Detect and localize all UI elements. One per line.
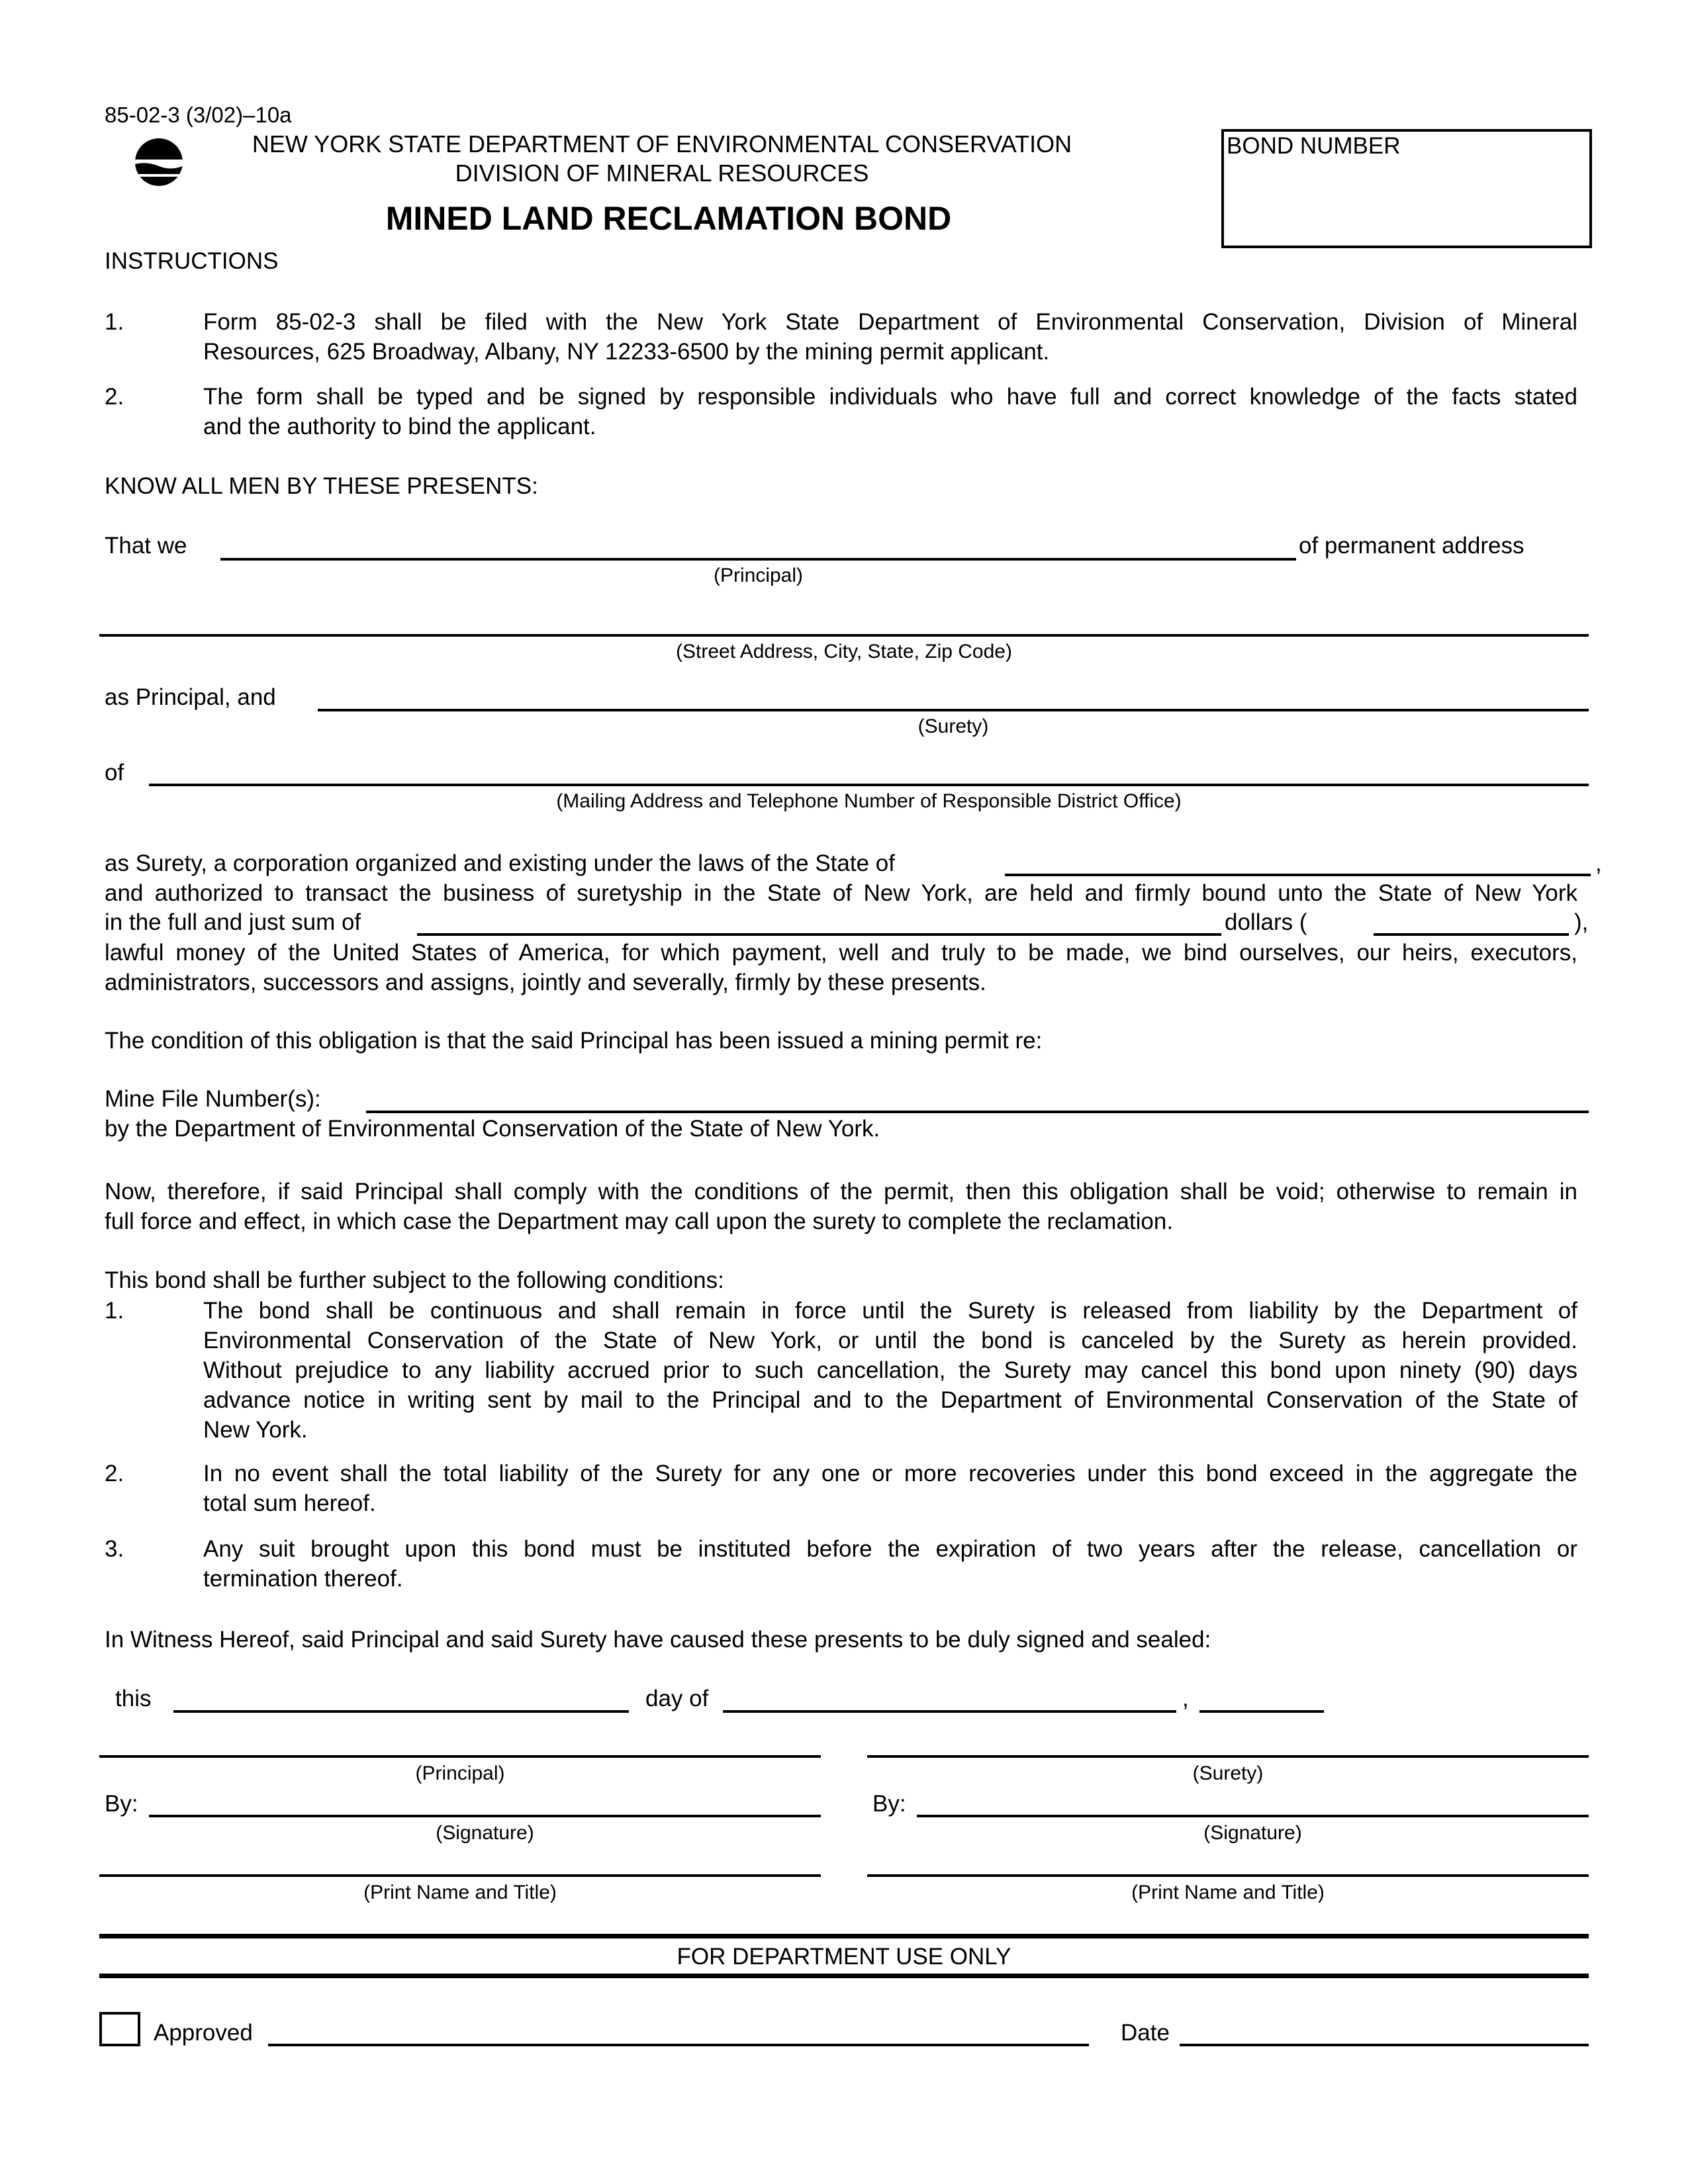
principal-signature-field[interactable] — [149, 1815, 821, 1817]
now-therefore — [105, 1177, 1577, 1236]
surety-para-line-4: lawful money of the United States of America, for which payment, well and truly to be made, we bind ourselves, our heirs, executors, — [105, 940, 1577, 966]
witness-text: In Witness Hereof, said Principal and said Surety have caused these presents to be duly signed and sealed: — [105, 1627, 1211, 1653]
surety-print-name-caption: (Print Name and Title) — [1131, 1882, 1325, 1903]
condition-1-line: Without prejudice to any liability accrued prior to such cancellation, the Surety may cancel this bond upon ninety (90) days — [203, 1357, 1577, 1383]
dollars-close: ), — [1574, 909, 1589, 935]
street-address-field[interactable] — [99, 634, 1589, 637]
surety-para-line-2-wrap — [105, 878, 1577, 908]
instruction-1-line-2: Resources, 625 Broadway, Albany, NY 12233-6500 by the mining permit applicant. — [203, 339, 1050, 365]
permanent-address-label: of permanent address — [1299, 533, 1524, 559]
condition-2-line: total sum hereof. — [203, 1490, 376, 1516]
principal-caption: (Principal) — [713, 565, 804, 586]
surety-party-field[interactable] — [867, 1755, 1589, 1758]
mailing-address-caption: (Mailing Address and Telephone Number of Responsible District Office) — [556, 790, 1182, 812]
surety-para-tail — [105, 938, 1577, 997]
now-therefore-line-2: full force and effect, in which case the Department may call upon the surety to complete the reclamation. — [105, 1208, 1174, 1234]
month-field[interactable] — [723, 1710, 1176, 1713]
condition-3-line: termination thereof. — [203, 1566, 403, 1592]
mine-file-label: Mine File Number(s): — [105, 1086, 321, 1112]
now-therefore-line-1: Now, therefore, if said Principal shall comply with the conditions of the permit, then this obligation shall be void; otherwise to remain in — [105, 1179, 1577, 1205]
principal-party-caption: (Principal) — [415, 1762, 505, 1784]
street-address-caption: (Street Address, City, State, Zip Code) — [676, 641, 1012, 662]
approved-by-field[interactable] — [268, 2044, 1089, 2046]
condition-1-line: Environmental Conservation of the State of New York, or until the bond is canceled by the Surety as herein provided. — [203, 1328, 1577, 1353]
principal-by-label: By: — [105, 1791, 138, 1817]
that-we-label: That we — [105, 533, 187, 559]
condition-1-line: The bond shall be continuous and shall remain in force until the Surety is released from liability by the Department of — [203, 1298, 1577, 1324]
surety-print-name-field[interactable] — [867, 1874, 1589, 1877]
surety-signature-field[interactable] — [917, 1815, 1589, 1817]
surety-by-label: By: — [872, 1791, 906, 1817]
principal-party-field[interactable] — [99, 1755, 821, 1758]
sum-words-field[interactable] — [417, 933, 1221, 936]
mine-file-number-field[interactable] — [366, 1111, 1589, 1113]
condition-3-number: 3. — [105, 1536, 124, 1562]
instruction-2 — [203, 382, 1577, 441]
instruction-1-line-1: Form 85-02-3 shall be filed with the New York State Department of Environmental Conservation, Division of Mineral — [203, 309, 1577, 335]
department-divider-bottom — [99, 1974, 1589, 1978]
instruction-2-line-2: and the authority to bind the applicant. — [203, 414, 596, 439]
surety-para-comma: , — [1595, 850, 1602, 876]
sum-label: in the full and just sum of — [105, 909, 361, 935]
instruction-1-number: 1. — [105, 309, 124, 335]
day-field[interactable] — [173, 1710, 629, 1713]
condition-3 — [203, 1534, 1577, 1594]
condition-2-number: 2. — [105, 1461, 124, 1486]
conditions-intro: This bond shall be further subject to the following conditions: — [105, 1267, 724, 1293]
instructions-heading: INSTRUCTIONS — [105, 248, 279, 274]
condition-3-line: Any suit brought upon this bond must be instituted before the expiration of two years after the release, cancellation or — [203, 1536, 1577, 1562]
instruction-1 — [203, 307, 1577, 367]
condition-intro: The condition of this obligation is that the said Principal has been issued a mining permit re: — [105, 1028, 1043, 1054]
surety-caption: (Surety) — [917, 715, 989, 737]
dollars-open: dollars ( — [1225, 909, 1307, 935]
principal-print-name-caption: (Print Name and Title) — [363, 1882, 557, 1903]
surety-para-line-5: administrators, successors and assigns, jointly and severally, firmly by these presents. — [105, 970, 986, 995]
principal-name-field[interactable] — [220, 558, 1296, 561]
approved-label: Approved — [154, 2020, 253, 2046]
as-principal-label: as Principal, and — [105, 684, 276, 710]
condition-2 — [203, 1459, 1577, 1518]
surety-party-caption: (Surety) — [1192, 1762, 1264, 1784]
instruction-2-number: 2. — [105, 384, 124, 410]
date-label: Date — [1121, 2020, 1170, 2046]
surety-name-field[interactable] — [318, 709, 1589, 711]
sum-numeric-field[interactable] — [1374, 933, 1569, 936]
principal-signature-caption: (Signature) — [436, 1822, 534, 1844]
department-divider-top — [99, 1934, 1589, 1938]
approved-checkbox[interactable] — [99, 2012, 140, 2046]
nys-dec-logo-icon — [132, 136, 185, 189]
condition-1-line: advance notice in writing sent by mail to the Principal and to the Department of Environmental Conservation of the State of — [203, 1387, 1577, 1413]
agency-name: NEW YORK STATE DEPARTMENT OF ENVIRONMENTAL CONSERVATION — [252, 130, 1072, 158]
division-name: DIVISION OF MINERAL RESOURCES — [455, 159, 869, 187]
condition-1-line: New York. — [203, 1417, 308, 1443]
principal-print-name-field[interactable] — [99, 1874, 821, 1877]
condition-1-number: 1. — [105, 1298, 124, 1324]
day-of-label: day of — [645, 1686, 709, 1711]
surety-signature-caption: (Signature) — [1203, 1822, 1302, 1844]
page-title: MINED LAND RECLAMATION BOND — [385, 200, 952, 237]
mailing-address-field[interactable] — [149, 784, 1589, 786]
instruction-2-line-1: The form shall be typed and be signed by responsible individuals who have full and correct knowledge of the facts stated — [203, 384, 1577, 410]
surety-para-line-1: as Surety, a corporation organized and existing under the laws of the State of — [105, 850, 895, 876]
form-number: 85-02-3 (3/02)–10a — [105, 103, 292, 127]
date-comma: , — [1182, 1686, 1189, 1711]
this-label: this — [115, 1686, 152, 1711]
department-use-heading: FOR DEPARTMENT USE ONLY — [677, 1944, 1011, 1970]
bond-number-label: BOND NUMBER — [1227, 133, 1401, 159]
year-field[interactable] — [1199, 1710, 1324, 1713]
condition-2-line: In no event shall the total liability of the Surety for any one or more recoveries under this bond exceed in the aggregate the — [203, 1461, 1577, 1486]
know-all-men: KNOW ALL MEN BY THESE PRESENTS: — [105, 473, 538, 499]
by-department: by the Department of Environmental Conservation of the State of New York. — [105, 1116, 880, 1142]
bond-number-box[interactable] — [1221, 129, 1592, 248]
approval-date-field[interactable] — [1180, 2044, 1589, 2046]
of-label: of — [105, 760, 124, 786]
surety-state-field[interactable] — [1005, 874, 1591, 876]
surety-para-line-2: and authorized to transact the business of suretyship in the State of New York, are held and firmly bound unto the State of New York — [105, 880, 1577, 906]
condition-1 — [203, 1296, 1577, 1445]
